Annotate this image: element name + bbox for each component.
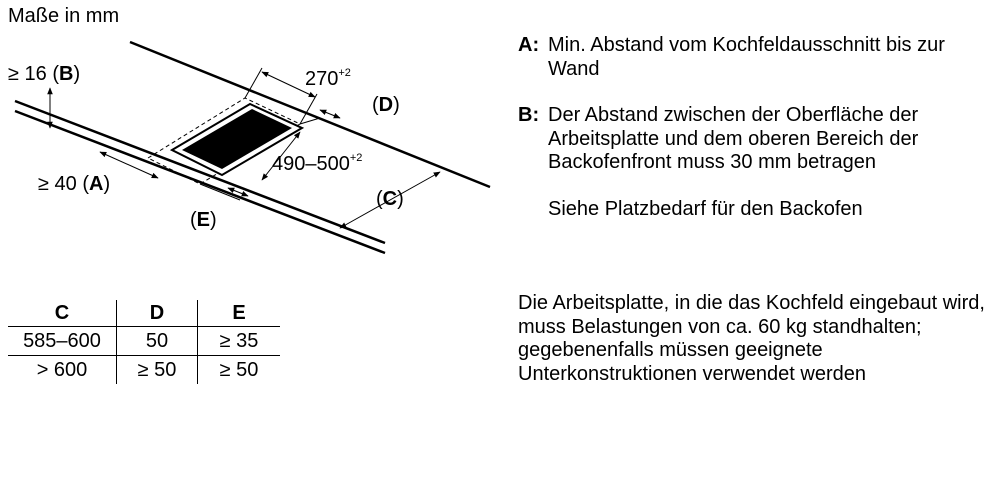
installation-diagram xyxy=(0,0,500,270)
worktop-load-note: Die Arbeitsplatte, in die das Kochfeld eingebaut wird, muss Belastungen von ca. 60 kg standhalten; gegebenenfalls müssen geeignete Unterkonstruktionen verwendet werden xyxy=(518,292,985,385)
table-cell: ≥ 35 xyxy=(198,327,281,356)
table-header-d: D xyxy=(117,300,198,327)
dim-d-line xyxy=(320,110,340,118)
dim-270-label: $270^{+2}$ xyxy=(305,67,351,90)
table-cell: ≥ 50 xyxy=(198,356,281,385)
table-cell: 50 xyxy=(117,327,198,356)
legend-item-a xyxy=(518,34,988,81)
legend-key-b: B: xyxy=(518,104,540,126)
table-header-e: E xyxy=(198,300,281,327)
legend-key-a: A: xyxy=(518,34,540,56)
dim-a-label: ≥ 40 (A) xyxy=(38,173,111,195)
dim-e-label: (E) xyxy=(190,209,217,231)
table-header-c: C xyxy=(8,300,117,327)
dim-c-label: (C) xyxy=(376,188,404,210)
table-row xyxy=(8,327,280,356)
legend xyxy=(518,34,988,221)
dim-d-label: (D) xyxy=(372,94,400,116)
dim-b-label: ≥ 16 (B) xyxy=(8,63,81,85)
table-row xyxy=(8,356,280,385)
table-cell: ≥ 50 xyxy=(117,356,198,385)
legend-text-b: Der Abstand zwischen der Oberfläche der Arbeitsplatte und dem oberen Bereich der Backofenfront muss 30 mm betragen xyxy=(548,104,919,173)
table-cell: > 600 xyxy=(36,358,88,381)
dim-depth-label: $490-500^{+2}$ xyxy=(272,152,363,175)
legend-text-a: Min. Abstand vom Kochfeldausschnitt bis zur Wand xyxy=(548,34,945,80)
units-title: Maße in mm xyxy=(8,5,120,27)
oven-space-note: Siehe Platzbedarf für den Backofen xyxy=(548,197,863,220)
clearance-table xyxy=(8,300,280,384)
table-cell: 585–600 xyxy=(8,327,117,356)
legend-item-b xyxy=(518,104,988,175)
